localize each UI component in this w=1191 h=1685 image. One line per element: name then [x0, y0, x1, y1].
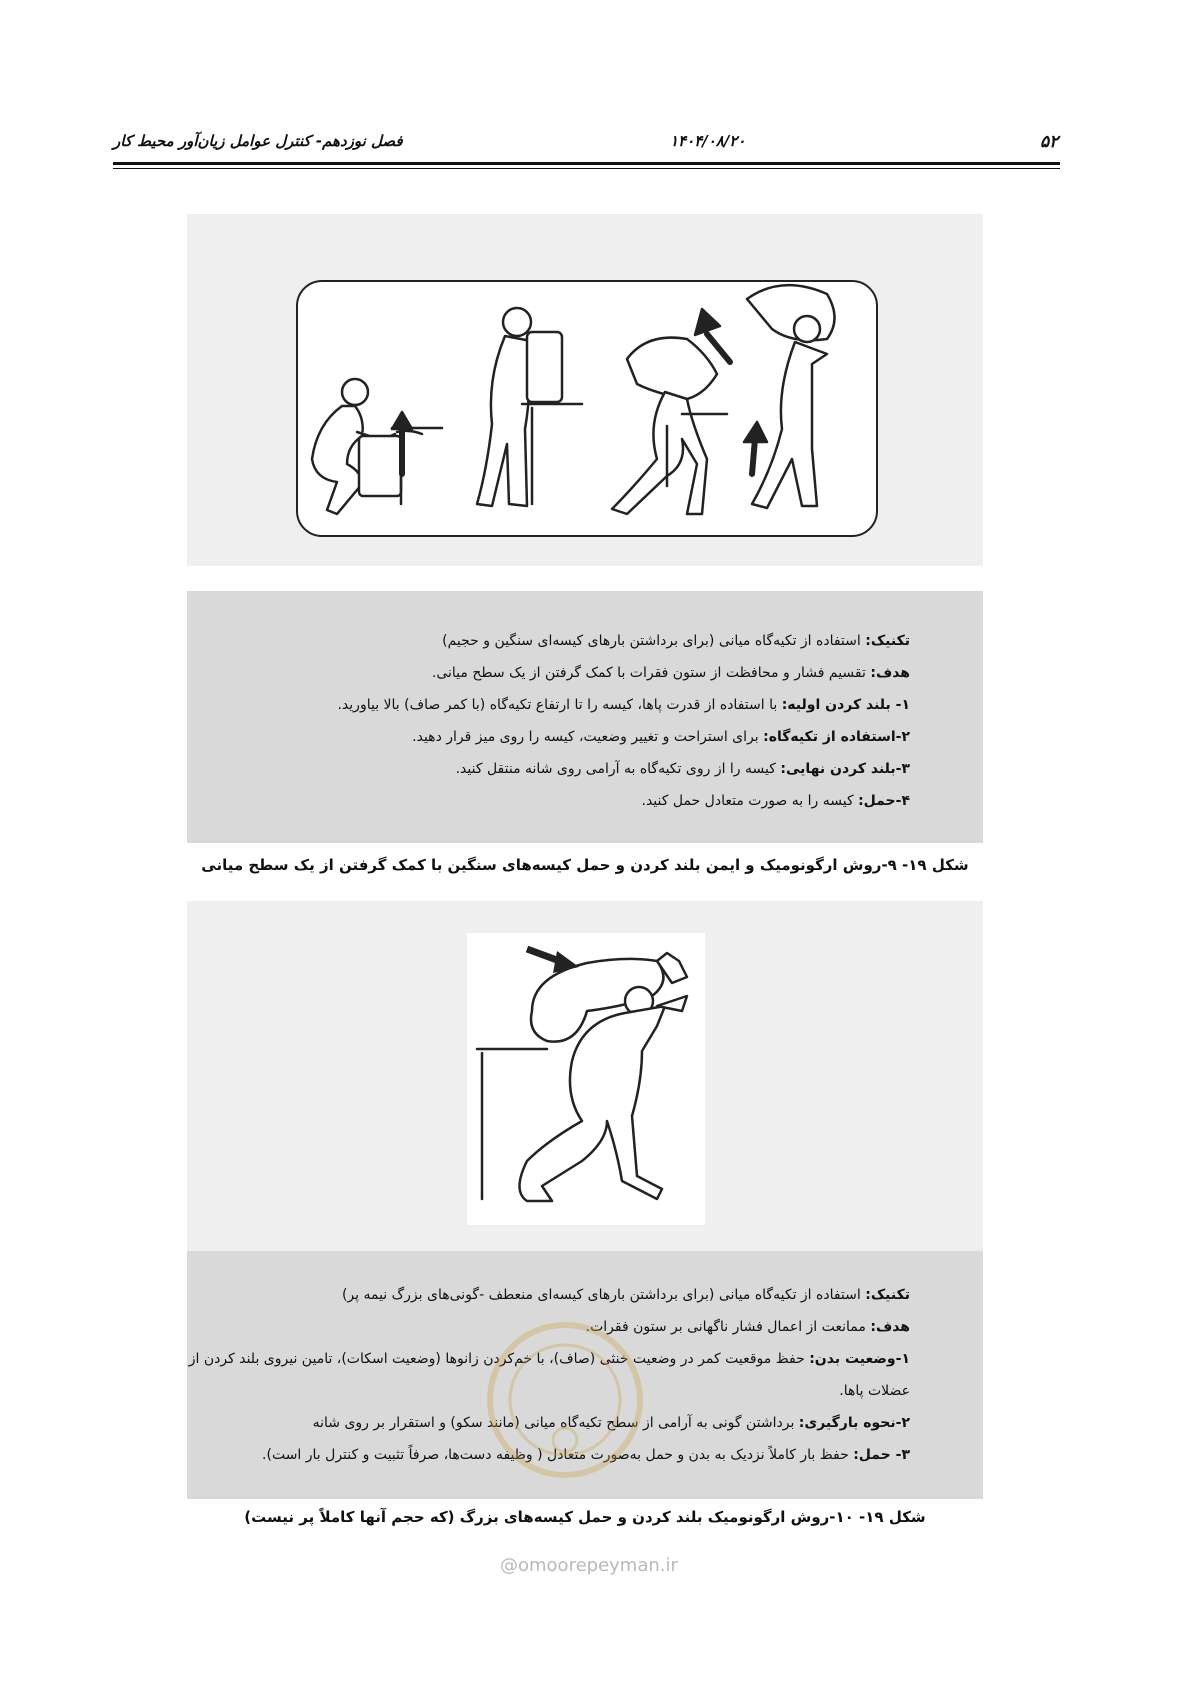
shoulder-carry-illustration [187, 901, 983, 1251]
fig2-line-3: ۱-وضعیت بدن: حفظ موقعیت کمر در وضعیت خنثی (صاف)، با خم‌کردن زانوها (وضعیت اسکات)، تامین نیروی بلند کردن از عضلات پاها. [188, 1351, 910, 1399]
figure1-text-panel [187, 591, 983, 843]
fig2-line-4: ۲-نحوه بارگیری: برداشتن گونی به آرامی از سطح تکیه‌گاه میانی (مانند سکو) و استقرار بر روی شانه [312, 1415, 910, 1431]
watermark-logo [480, 1315, 650, 1485]
fig1-line-5: ۳-بلند کردن نهایی: کیسه را از روی تکیه‌گاه به آرامی روی شانه منتقل کنید. [455, 761, 910, 777]
fig1-line-2: هدف: تقسیم فشار و محافظت از ستون فقرات با کمک گرفتن از یک سطح میانی. [431, 665, 910, 681]
fig2-line-2: هدف: ممانعت از اعمال فشار ناگهانی بر ستون فقرات. [585, 1319, 910, 1335]
lifting-sequence-illustration [187, 214, 983, 566]
fig1-line-6: ۴-حمل: کیسه را به صورت متعادل حمل کنید. [641, 793, 910, 809]
figure2-caption: شکل ۱۹- ۱۰-روش ارگونومیک بلند کردن و حمل کیسه‌های بزرگ (که حجم آنها کاملاً پر نیست) [244, 1508, 926, 1526]
figure1-image-panel [187, 214, 983, 566]
chapter-title: فصل نوزدهم- کنترل عوامل زیان‌آور محیط کار [113, 132, 403, 150]
fig1-line-1: تکنیک: استفاده از تکیه‌گاه میانی (برای برداشتن بارهای کیسه‌ای سنگین و حجیم) [442, 633, 910, 649]
fig1-line-3: ۱- بلند کردن اولیه: با استفاده از قدرت پاها، کیسه را تا ارتفاع تکیه‌گاه (با کمر صاف) بالا بیاورید. [337, 697, 910, 713]
watermark-url: @omoorepeyman.ir [500, 1555, 678, 1576]
fig1-line-4: ۲-استفاده از تکیه‌گاه: برای استراحت و تغییر وضعیت، کیسه را روی میز قرار دهید. [412, 729, 910, 745]
page-number: ۵۲ [1040, 132, 1059, 152]
fig2-line-1: تکنیک: استفاده از تکیه‌گاه میانی (برای برداشتن بارهای کیسه‌ای منعطف -گونی‌های بزرگ نیمه پر) [341, 1287, 910, 1303]
header-rule [113, 162, 1060, 165]
figure1-caption: شکل ۱۹- ۹-روش ارگونومیک و ایمن بلند کردن و حمل کیسه‌های سنگین با کمک گرفتن از یک سطح میانی [201, 856, 969, 874]
figure2-image-panel [187, 901, 983, 1251]
fig2-line-5: ۳- حمل: حفظ بار کاملاً نزدیک به بدن و حمل به‌صورت متعادل ( وظیفه دست‌ها، صرفاً تثبیت و کنترل بار است). [262, 1447, 910, 1463]
header-date: ۱۴۰۴/۰۸/۲۰ [670, 132, 746, 150]
header-rule-thin [113, 168, 1060, 169]
